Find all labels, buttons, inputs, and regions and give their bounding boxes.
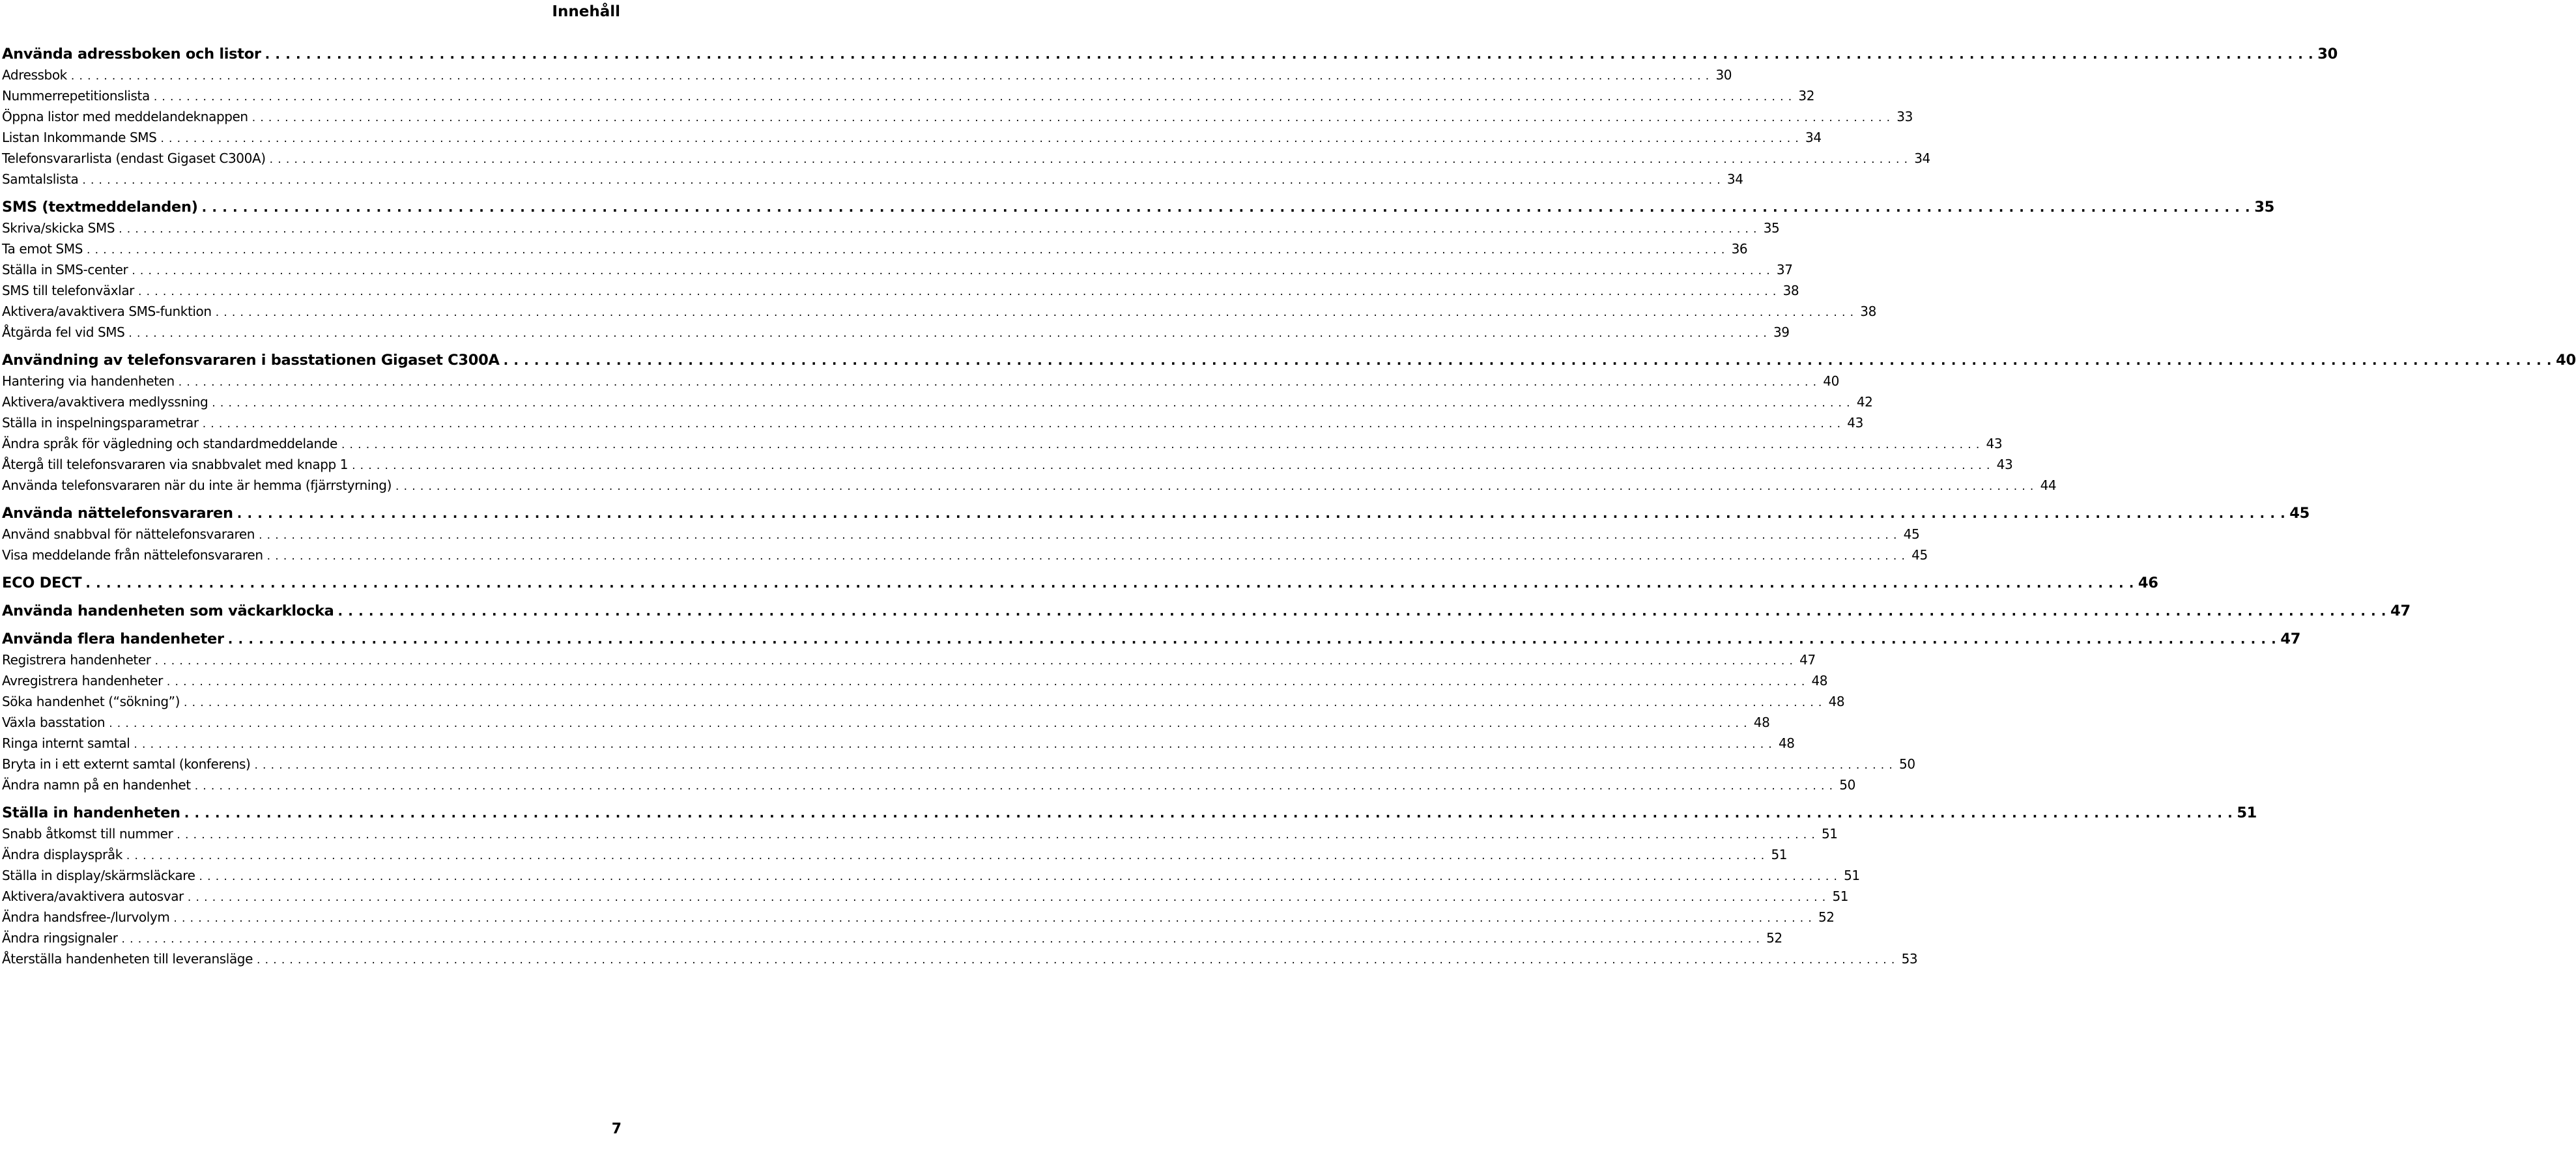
toc-entry-label: Ändra handsfree-/lurvolym: [2, 909, 170, 925]
toc-entry[interactable]: [2, 823, 1838, 844]
toc-entry-label: Aktivera/avaktivera medlyssning: [2, 394, 208, 410]
toc-entry-page: 47: [2390, 603, 2411, 619]
toc-entry-label: Telefonsvararlista (endast Gigaset C300A): [2, 150, 266, 166]
toc-section-entry[interactable]: [2, 601, 2411, 621]
toc-entry-page: 46: [2138, 574, 2158, 591]
toc-entry-label: SMS (textmeddelanden): [2, 199, 198, 216]
toc-dot-leader: . . . . . . . . . . . . . . . . . . . . . . . . . . . . . . . . . . . . . . . . . . . . . . . . . . . . . . . . . . . . . . . . . . . . . . . . . . . . . . . . . . . . . . . . . . . . . . . . . . . . . . . . . . . . . . . . . . . . . . . . . . . . . . . . . . . . . . . . . . . . . . . . . . . . . . . . . . . . . . . . . . . . . . . . . . . . . . . . . . . . . . . . . . . . . . . . . . . . . . . .: [177, 829, 1816, 842]
toc-entry[interactable]: [2, 907, 1835, 928]
toc-entry-page: 52: [1818, 909, 1835, 925]
toc-entry-page: 47: [2280, 631, 2301, 647]
toc-entry[interactable]: [2, 238, 1748, 259]
toc-dot-leader: . . . . . . . . . . . . . . . . . . . . . . . . . . . . . . . . . . . . . . . . . . . . . . . . . . . . . . . . . . . . . . . . . . . . . . . . . . . . . . . . . . . . . . . . . . . . . . . . . . . . . . . . . . . . . . . . . . . . . . . . . . . . . . . . . . . . . . . . . . . . . . . . . . . . . . . . . . . . . . . . . . . . . . . . . . . . . . . . . . . . . . . . . . . . . . . . . . . . . . . .: [119, 223, 1758, 236]
toc-entry-label: Bryta in i ett externt samtal (konferens): [2, 756, 251, 772]
toc-entry[interactable]: [2, 844, 1788, 865]
toc-dot-leader: . . . . . . . . . . . . . . . . . . . . . . . . . . . . . . . . . . . . . . . . . . . . . . . . . . . . . . . . . . . . . . . . . . . . . . . . . . . . . . . . . . . . . . . . . . . . . . . . . . . . . . . . . . . . . . . . . . . . . . . . . . . . . . . . . . . . . . . . . . . . . . . . . . . . . . . . . . . . . . . . . . . . . . . . . . . . . . . . . . . . . . . . . . . . . . . . . . . . . . . .: [184, 696, 1823, 709]
toc-entry-page: 36: [1731, 241, 1748, 257]
toc-entry-label: Växla basstation: [2, 715, 106, 730]
toc-dot-leader: . . . . . . . . . . . . . . . . . . . . . . . . . . . . . . . . . . . . . . . . . . . . . . . . . . . . . . . . . . . . . . . . . . . . . . . . . . . . . . . . . . . . . . . . . . . . . . . . . . . . . . . . . . . . . . . . . . . . . . . . . . . . . . . . . . . . . . . . . . . . . . . . . . . . . . . . . . . . . . . . . . . . . . . . . . . . . . . . . . . . . . . . . . . . . . . . . . . . . . . .: [173, 912, 1812, 925]
toc-entry-page: 34: [1726, 171, 1743, 187]
toc-dot-leader: . . . . . . . . . . . . . . . . . . . . . . . . . . . . . . . . . . . . . . . . . . . . . . . . . . . . . . . . . . . . . . . . . . . . . . . . . . . . . . . . . . . . . . . . . . . . . . . . . . . . . . . . . . . . . . . . . . . . . . . . . . . . . . . . . . . . . . . . . . . . . . . . . . . . . . . . . . . . . . . . . . . . . . . . . . . . . . . . . . . . . . . . . . . . . . . . . . . . . . . .: [254, 759, 1893, 772]
toc-entry[interactable]: [2, 545, 1928, 565]
toc-entry-page: 30: [2317, 46, 2338, 63]
toc-entry[interactable]: [2, 475, 2057, 496]
toc-entry-page: 45: [2289, 505, 2310, 522]
toc-dot-leader: . . . . . . . . . . . . . . . . . . . . . . . . . . . . . . . . . . . . . . . . . . . . . . . . . . . . . . . . . . . . . . . . . . . . . . . . . . . . . . . . . . . . . . . . . . . . . . . . . . . . . . . . . . . . . . . . . . . . . . . . . . . . . . . . . . . . . . . . . . . . . . . . . . . . . . . . . . . . . . . . . . . . . . . . . . . . . . . . . . . . . . . . . . . . . . . . . . . . . . . .: [134, 738, 1773, 751]
toc-dot-leader: . . . . . . . . . . . . . . . . . . . . . . . . . . . . . . . . . . . . . . . . . . . . . . . . . . . . . . . . . . . . . . . . . . . . . . . . . . . . . . . . . . . . . . . . . . . . . . . . . . . . . . . . . . . . . . . . . . . . . . . . . . . . . . . . . . . . . . . . . . . . . . . . . . . . . . . . . . . . . . . . . . . . . . . . . . . . . . . . . . . . . . . . . . . . . . . . . . . . . . . .: [269, 153, 1908, 166]
toc-entry[interactable]: [2, 928, 1782, 948]
toc-entry-label: Söka handenhet (“sökning”): [2, 694, 180, 709]
toc-entry-page: 42: [1856, 394, 1873, 410]
toc-entry-page: 51: [2237, 804, 2257, 821]
toc-entry-page: 48: [1753, 715, 1770, 730]
toc-entry[interactable]: [2, 670, 1828, 691]
toc-entry[interactable]: [2, 524, 1920, 545]
toc-entry-label: Adressbok: [2, 67, 67, 83]
toc-entry-page: 53: [1901, 951, 1918, 967]
toc-entry-page: 43: [1986, 436, 2003, 451]
toc-entry-label: Ställa in handenheten: [2, 804, 180, 821]
toc-dot-leader: . . . . . . . . . . . . . . . . . . . . . . . . . . . . . . . . . . . . . . . . . . . . . . . . . . . . . . . . . . . . . . . . . . . . . . . . . . . . . . . . . . . . . . . . . . . . . . . . . . . . . . . . . . . . . . . . . . . . . . . . . . . . . . . . . . . . . . . . . . . . . . . . . . . . . . . . . . . . . . . . . . . . . . . . . . . . . . . . . . . . . . . . . . . . . . . . . . . . . . . .: [87, 244, 1726, 257]
toc-entry-page: 35: [1763, 220, 1780, 236]
toc-entry-page: 40: [2556, 352, 2576, 369]
toc-entry-page: 45: [1911, 547, 1928, 563]
toc-entry-label: Återgå till telefonsvararen via snabbvalet med knapp 1: [2, 457, 349, 472]
toc-entry-label: SMS till telefonväxlar: [2, 283, 134, 298]
toc-entry-page: 50: [1899, 756, 1915, 772]
toc-section-entry[interactable]: [2, 802, 2257, 823]
toc-entry-label: Ändra ringsignaler: [2, 930, 118, 946]
toc-entry-page: 52: [1766, 930, 1782, 946]
toc-entry[interactable]: [2, 886, 1849, 907]
toc-entry-label: Ringa internt samtal: [2, 735, 130, 751]
toc-entry-page: 51: [1771, 847, 1788, 862]
toc-entry[interactable]: [2, 127, 1822, 148]
toc-entry[interactable]: [2, 169, 1743, 190]
toc-dot-leader: . . . . . . . . . . . . . . . . . . . . . . . . . . . . . . . . . . . . . . . . . . . . . . . . . . . . . . . . . . . . . . . . . . . . . . . . . . . . . . . . . . . . . . . . . . . . . . . . . . . . . . . . . . . . . . . . . . . . . . . . . . . . . . . . . . . . . . . . . . . . . . . . . . . . . . . . . . . . . . . . . . . . . . . . . . . . . . . . . . . . . . . . . . . . . . . . . . . . . . . .: [121, 933, 1760, 946]
toc-dot-leader: . . . . . . . . . . . . . . . . . . . . . . . . . . . . . . . . . . . . . . . . . . . . . . . . . . . . . . . . . . . . . . . . . . . . . . . . . . . . . . . . . . . . . . . . . . . . . . . . . . . . . . . . . . . . . . . . . . . . . . . . . . . . . . . . . . . . . . . . . . . . . . . . . . . . . . . . . . . . . . . . . . . . . . . . . . . . . . . . . . . . . . . . . . . . . . . . . . . . . . . .: [201, 199, 2251, 215]
toc-entry-label: Användning av telefonsvararen i basstationen Gigaset C300A: [2, 352, 500, 369]
toc-entry[interactable]: [2, 64, 1732, 85]
toc-dot-leader: . . . . . . . . . . . . . . . . . . . . . . . . . . . . . . . . . . . . . . . . . . . . . . . . . . . . . . . . . . . . . . . . . . . . . . . . . . . . . . . . . . . . . . . . . . . . . . . . . . . . . . . . . . . . . . . . . . . . . . . . . . . . . . . . . . . . . . . . . . . . . . . . . . . . . . . . . . . . . . . . . . . . . . . . . . . . . . . . . . . . . . . . . . . . . . . . . . . . . . . .: [154, 655, 1794, 668]
toc-entry-label: Ta emot SMS: [2, 241, 83, 257]
toc-entry[interactable]: [2, 322, 1790, 343]
toc-entry-label: Skriva/skicka SMS: [2, 220, 115, 236]
toc-dot-leader: . . . . . . . . . . . . . . . . . . . . . . . . . . . . . . . . . . . . . . . . . . . . . . . . . . . . . . . . . . . . . . . . . . . . . . . . . . . . . . . . . . . . . . . . . . . . . . . . . . . . . . . . . . . . . . . . . . . . . . . . . . . . . . . . . . . . . . . . . . . . . . . . . . . . . . . . . . . . . . . . . . . . . . . . . . . . . . . . . . . . . . . . . . . . . . . . . . . . . . . .: [337, 603, 2387, 619]
table-of-contents: [2, 44, 2576, 969]
toc-entry-page: 35: [2254, 199, 2274, 216]
toc-entry-label: Samtalslista: [2, 171, 79, 187]
toc-entry-page: 34: [1805, 130, 1822, 145]
toc-entry-label: Återställa handenheten till leveransläge: [2, 951, 253, 967]
toc-dot-leader: . . . . . . . . . . . . . . . . . . . . . . . . . . . . . . . . . . . . . . . . . . . . . . . . . . . . . . . . . . . . . . . . . . . . . . . . . . . . . . . . . . . . . . . . . . . . . . . . . . . . . . . . . . . . . . . . . . . . . . . . . . . . . . . . . . . . . . . . . . . . . . . . . . . . . . . . . . . . . . . . . . . . . . . . . . . . . . . . . . . . . . . . . . . . . . . . . . . . . . . .: [202, 418, 1841, 431]
toc-entry-page: 51: [1844, 868, 1860, 883]
toc-entry[interactable]: [2, 712, 1770, 733]
toc-dot-leader: . . . . . . . . . . . . . . . . . . . . . . . . . . . . . . . . . . . . . . . . . . . . . . . . . . . . . . . . . . . . . . . . . . . . . . . . . . . . . . . . . . . . . . . . . . . . . . . . . . . . . . . . . . . . . . . . . . . . . . . . . . . . . . . . . . . . . . . . . . . . . . . . . . . . . . . . . . . . . . . . . . . . . . . . . . . . . . . . . . . . . . . . . . . . . . . . . . . . . . . .: [251, 111, 1891, 124]
toc-dot-leader: . . . . . . . . . . . . . . . . . . . . . . . . . . . . . . . . . . . . . . . . . . . . . . . . . . . . . . . . . . . . . . . . . . . . . . . . . . . . . . . . . . . . . . . . . . . . . . . . . . . . . . . . . . . . . . . . . . . . . . . . . . . . . . . . . . . . . . . . . . . . . . . . . . . . . . . . . . . . . . . . . . . . . . . . . . . . . . . . . . . . . . . . . . . . . . . . . . . . . . . .: [126, 849, 1766, 862]
toc-dot-leader: . . . . . . . . . . . . . . . . . . . . . . . . . . . . . . . . . . . . . . . . . . . . . . . . . . . . . . . . . . . . . . . . . . . . . . . . . . . . . . . . . . . . . . . . . . . . . . . . . . . . . . . . . . . . . . . . . . . . . . . . . . . . . . . . . . . . . . . . . . . . . . . . . . . . . . . . . . . . . . . . . . . . . . . . . . . . . . . . . . . . . . . . . . . . . . . . . . . . . . . .: [109, 717, 1748, 730]
toc-dot-leader: . . . . . . . . . . . . . . . . . . . . . . . . . . . . . . . . . . . . . . . . . . . . . . . . . . . . . . . . . . . . . . . . . . . . . . . . . . . . . . . . . . . . . . . . . . . . . . . . . . . . . . . . . . . . . . . . . . . . . . . . . . . . . . . . . . . . . . . . . . . . . . . . . . . . . . . . . . . . . . . . . . . . . . . . . . . . . . . . . . . . . . . . . . . . . . . . . . . . . . . .: [82, 174, 1721, 187]
toc-entry-label: Använda telefonsvararen när du inte är hemma (fjärrstyrning): [2, 477, 392, 493]
toc-dot-leader: . . . . . . . . . . . . . . . . . . . . . . . . . . . . . . . . . . . . . . . . . . . . . . . . . . . . . . . . . . . . . . . . . . . . . . . . . . . . . . . . . . . . . . . . . . . . . . . . . . . . . . . . . . . . . . . . . . . . . . . . . . . . . . . . . . . . . . . . . . . . . . . . . . . . . . . . . . . . . . . . . . . . . . . . . . . . . . . . . . . . . . . . . . . . . . . . . . . . . . . .: [70, 70, 1710, 83]
toc-dot-leader: . . . . . . . . . . . . . . . . . . . . . . . . . . . . . . . . . . . . . . . . . . . . . . . . . . . . . . . . . . . . . . . . . . . . . . . . . . . . . . . . . . . . . . . . . . . . . . . . . . . . . . . . . . . . . . . . . . . . . . . . . . . . . . . . . . . . . . . . . . . . . . . . . . . . . . . . . . . . . . . . . . . . . . . . . . . . . . . . . . . . . . . . . . . . . . . . . . . . . . . .: [266, 550, 1906, 563]
toc-entry-label: Ändra språk för vägledning och standardmeddelande: [2, 436, 337, 451]
toc-entry-label: Ändra displayspråk: [2, 847, 122, 862]
toc-section-entry[interactable]: [2, 197, 2274, 218]
toc-entry-label: Aktivera/avaktivera autosvar: [2, 888, 184, 904]
toc-entry-label: Använda handenheten som väckarklocka: [2, 603, 334, 619]
toc-dot-leader: . . . . . . . . . . . . . . . . . . . . . . . . . . . . . . . . . . . . . . . . . . . . . . . . . . . . . . . . . . . . . . . . . . . . . . . . . . . . . . . . . . . . . . . . . . . . . . . . . . . . . . . . . . . . . . . . . . . . . . . . . . . . . . . . . . . . . . . . . . . . . . . . . . . . . . . . . . . . . . . . . . . . . . . . . . . . . . . . . . . . . . . . . . . . . . . . . . . . . . . .: [215, 306, 1854, 319]
toc-entry-page: 48: [1811, 673, 1828, 688]
toc-dot-leader: . . . . . . . . . . . . . . . . . . . . . . . . . . . . . . . . . . . . . . . . . . . . . . . . . . . . . . . . . . . . . . . . . . . . . . . . . . . . . . . . . . . . . . . . . . . . . . . . . . . . . . . . . . . . . . . . . . . . . . . . . . . . . . . . . . . . . . . . . . . . . . . . . . . . . . . . . . . . . . . . . . . . . . . . . . . . . . . . . . . . . . . . . . . . . . . . . . . . . . . .: [160, 132, 1799, 145]
toc-dot-leader: . . . . . . . . . . . . . . . . . . . . . . . . . . . . . . . . . . . . . . . . . . . . . . . . . . . . . . . . . . . . . . . . . . . . . . . . . . . . . . . . . . . . . . . . . . . . . . . . . . . . . . . . . . . . . . . . . . . . . . . . . . . . . . . . . . . . . . . . . . . . . . . . . . . . . . . . . . . . . . . . . . . . . . . . . . . . . . . . . . . . . . . . . . . . . . . . . . . . . . . .: [187, 891, 1827, 904]
toc-entry[interactable]: [2, 259, 1793, 280]
toc-entry-page: 38: [1860, 304, 1876, 319]
toc-dot-leader: . . . . . . . . . . . . . . . . . . . . . . . . . . . . . . . . . . . . . . . . . . . . . . . . . . . . . . . . . . . . . . . . . . . . . . . . . . . . . . . . . . . . . . . . . . . . . . . . . . . . . . . . . . . . . . . . . . . . . . . . . . . . . . . . . . . . . . . . . . . . . . . . . . . . . . . . . . . . . . . . . . . . . . . . . . . . . . . . . . . . . . . . . . . . . . . . . . . . . . . .: [184, 805, 2233, 821]
toc-entry[interactable]: [2, 85, 1815, 106]
toc-section-entry[interactable]: [2, 350, 2576, 371]
toc-entry[interactable]: [2, 754, 1915, 774]
toc-entry-label: Listan Inkommande SMS: [2, 130, 157, 145]
toc-entry-page: 48: [1778, 735, 1795, 751]
toc-dot-leader: . . . . . . . . . . . . . . . . . . . . . . . . . . . . . . . . . . . . . . . . . . . . . . . . . . . . . . . . . . . . . . . . . . . . . . . . . . . . . . . . . . . . . . . . . . . . . . . . . . . . . . . . . . . . . . . . . . . . . . . . . . . . . . . . . . . . . . . . . . . . . . . . . . . . . . . . . . . . . . . . . . . . . . . . . . . . . . . . . . . . . . . . . . . . . . . . . . . . . . . .: [259, 529, 1898, 542]
toc-entry[interactable]: [2, 733, 1795, 754]
toc-entry-page: 30: [1715, 67, 1732, 83]
toc-entry-page: 43: [1996, 457, 2013, 472]
toc-entry[interactable]: [2, 148, 1930, 169]
toc-entry-label: Öppna listor med meddelandeknappen: [2, 109, 248, 124]
toc-dot-leader: . . . . . . . . . . . . . . . . . . . . . . . . . . . . . . . . . . . . . . . . . . . . . . . . . . . . . . . . . . . . . . . . . . . . . . . . . . . . . . . . . . . . . . . . . . . . . . . . . . . . . . . . . . . . . . . . . . . . . . . . . . . . . . . . . . . . . . . . . . . . . . . . . . . . . . . . . . . . . . . . . . . . . . . . . . . . . . . . . . . . . . . . . . . . . . . . . . . . . . . .: [212, 397, 1851, 410]
toc-entry[interactable]: [2, 649, 1816, 670]
toc-dot-leader: . . . . . . . . . . . . . . . . . . . . . . . . . . . . . . . . . . . . . . . . . . . . . . . . . . . . . . . . . . . . . . . . . . . . . . . . . . . . . . . . . . . . . . . . . . . . . . . . . . . . . . . . . . . . . . . . . . . . . . . . . . . . . . . . . . . . . . . . . . . . . . . . . . . . . . . . . . . . . . . . . . . . . . . . . . . . . . . . . . . . . . . . . . . . . . . . . . . . . . . .: [166, 675, 1806, 688]
toc-entry[interactable]: [2, 280, 1799, 301]
toc-entry-page: 45: [1903, 526, 1920, 542]
toc-entry[interactable]: [2, 948, 1918, 969]
toc-entry-label: Ställa in inspelningsparametrar: [2, 415, 199, 431]
toc-entry-label: Använda nättelefonsvararen: [2, 505, 233, 522]
toc-entry-page: 38: [1782, 283, 1799, 298]
toc-entry-label: Registrera handenheter: [2, 652, 151, 668]
toc-entry[interactable]: [2, 391, 1873, 412]
page-header-title: Innehåll: [552, 3, 620, 20]
toc-entry[interactable]: [2, 691, 1845, 712]
toc-dot-leader: . . . . . . . . . . . . . . . . . . . . . . . . . . . . . . . . . . . . . . . . . . . . . . . . . . . . . . . . . . . . . . . . . . . . . . . . . . . . . . . . . . . . . . . . . . . . . . . . . . . . . . . . . . . . . . . . . . . . . . . . . . . . . . . . . . . . . . . . . . . . . . . . . . . . . . . . . . . . . . . . . . . . . . . . . . . . . . . . . . . . . . . . . . . . . . . . . . . . . . . .: [395, 480, 2035, 493]
toc-entry[interactable]: [2, 433, 2003, 454]
toc-entry-label: Använda flera handenheter: [2, 631, 224, 647]
toc-entry-page: 33: [1896, 109, 1913, 124]
toc-entry-label: Ställa in SMS-center: [2, 262, 128, 277]
toc-dot-leader: . . . . . . . . . . . . . . . . . . . . . . . . . . . . . . . . . . . . . . . . . . . . . . . . . . . . . . . . . . . . . . . . . . . . . . . . . . . . . . . . . . . . . . . . . . . . . . . . . . . . . . . . . . . . . . . . . . . . . . . . . . . . . . . . . . . . . . . . . . . . . . . . . . . . . . . . . . . . . . . . . . . . . . . . . . . . . . . . . . . . . . . . . . . . . . . . . . . . . . . .: [194, 780, 1833, 793]
toc-entry-label: Ställa in display/skärmsläckare: [2, 868, 195, 883]
toc-entry-page: 34: [1914, 150, 1930, 166]
toc-entry-label: Ändra namn på en handenhet: [2, 777, 191, 793]
toc-entry-label: Visa meddelande från nättelefonsvararen: [2, 547, 263, 563]
toc-dot-leader: . . . . . . . . . . . . . . . . . . . . . . . . . . . . . . . . . . . . . . . . . . . . . . . . . . . . . . . . . . . . . . . . . . . . . . . . . . . . . . . . . . . . . . . . . . . . . . . . . . . . . . . . . . . . . . . . . . . . . . . . . . . . . . . . . . . . . . . . . . . . . . . . . . . . . . . . . . . . . . . . . . . . . . . . . . . . . . . . . . . . . . . . . . . . . . . . . . . . . . . .: [199, 870, 1838, 883]
toc-section-entry[interactable]: [2, 629, 2301, 649]
toc-entry[interactable]: [2, 218, 1780, 238]
toc-section-entry[interactable]: [2, 503, 2310, 524]
toc-entry[interactable]: [2, 371, 1839, 391]
toc-entry[interactable]: [2, 301, 1876, 322]
toc-entry[interactable]: [2, 106, 1913, 127]
toc-dot-leader: . . . . . . . . . . . . . . . . . . . . . . . . . . . . . . . . . . . . . . . . . . . . . . . . . . . . . . . . . . . . . . . . . . . . . . . . . . . . . . . . . . . . . . . . . . . . . . . . . . . . . . . . . . . . . . . . . . . . . . . . . . . . . . . . . . . . . . . . . . . . . . . . . . . . . . . . . . . . . . . . . . . . . . . . . . . . . . . . . . . . . . . . . . . . . . . . . . . . . . . .: [153, 91, 1793, 104]
toc-section-entry[interactable]: [2, 573, 2158, 593]
toc-entry-page: 32: [1798, 88, 1815, 104]
toc-dot-leader: . . . . . . . . . . . . . . . . . . . . . . . . . . . . . . . . . . . . . . . . . . . . . . . . . . . . . . . . . . . . . . . . . . . . . . . . . . . . . . . . . . . . . . . . . . . . . . . . . . . . . . . . . . . . . . . . . . . . . . . . . . . . . . . . . . . . . . . . . . . . . . . . . . . . . . . . . . . . . . . . . . . . . . . . . . . . . . . . . . . . . . . . . . . . . . . . . . . . . . . .: [236, 505, 2286, 521]
toc-entry-label: Nummerrepetitionslista: [2, 88, 150, 104]
toc-entry-page: 40: [1823, 373, 1839, 389]
toc-entry[interactable]: [2, 412, 1863, 433]
toc-dot-leader: . . . . . . . . . . . . . . . . . . . . . . . . . . . . . . . . . . . . . . . . . . . . . . . . . . . . . . . . . . . . . . . . . . . . . . . . . . . . . . . . . . . . . . . . . . . . . . . . . . . . . . . . . . . . . . . . . . . . . . . . . . . . . . . . . . . . . . . . . . . . . . . . . . . . . . . . . . . . . . . . . . . . . . . . . . . . . . . . . . . . . . . . . . . . . . . . . . . . . . . .: [257, 954, 1896, 967]
toc-dot-leader: . . . . . . . . . . . . . . . . . . . . . . . . . . . . . . . . . . . . . . . . . . . . . . . . . . . . . . . . . . . . . . . . . . . . . . . . . . . . . . . . . . . . . . . . . . . . . . . . . . . . . . . . . . . . . . . . . . . . . . . . . . . . . . . . . . . . . . . . . . . . . . . . . . . . . . . . . . . . . . . . . . . . . . . . . . . . . . . . . . . . . . . . . . . . . . . . . . . . . . . .: [85, 575, 2134, 591]
toc-dot-leader: . . . . . . . . . . . . . . . . . . . . . . . . . . . . . . . . . . . . . . . . . . . . . . . . . . . . . . . . . . . . . . . . . . . . . . . . . . . . . . . . . . . . . . . . . . . . . . . . . . . . . . . . . . . . . . . . . . . . . . . . . . . . . . . . . . . . . . . . . . . . . . . . . . . . . . . . . . . . . . . . . . . . . . . . . . . . . . . . . . . . . . . . . . . . . . . . . . . . . . . .: [503, 352, 2553, 368]
toc-entry-label: ECO DECT: [2, 574, 82, 591]
toc-entry-label: Åtgärda fel vid SMS: [2, 324, 125, 340]
toc-entry-label: Använda adressboken och listor: [2, 46, 261, 63]
toc-dot-leader: . . . . . . . . . . . . . . . . . . . . . . . . . . . . . . . . . . . . . . . . . . . . . . . . . . . . . . . . . . . . . . . . . . . . . . . . . . . . . . . . . . . . . . . . . . . . . . . . . . . . . . . . . . . . . . . . . . . . . . . . . . . . . . . . . . . . . . . . . . . . . . . . . . . . . . . . . . . . . . . . . . . . . . . . . . . . . . . . . . . . . . . . . . . . . . . . . . . . . . . .: [128, 327, 1767, 340]
toc-entry-label: Använd snabbval för nättelefonsvararen: [2, 526, 255, 542]
toc-dot-leader: . . . . . . . . . . . . . . . . . . . . . . . . . . . . . . . . . . . . . . . . . . . . . . . . . . . . . . . . . . . . . . . . . . . . . . . . . . . . . . . . . . . . . . . . . . . . . . . . . . . . . . . . . . . . . . . . . . . . . . . . . . . . . . . . . . . . . . . . . . . . . . . . . . . . . . . . . . . . . . . . . . . . . . . . . . . . . . . . . . . . . . . . . . . . . . . . . . . . . . . .: [352, 459, 1991, 472]
toc-dot-leader: . . . . . . . . . . . . . . . . . . . . . . . . . . . . . . . . . . . . . . . . . . . . . . . . . . . . . . . . . . . . . . . . . . . . . . . . . . . . . . . . . . . . . . . . . . . . . . . . . . . . . . . . . . . . . . . . . . . . . . . . . . . . . . . . . . . . . . . . . . . . . . . . . . . . . . . . . . . . . . . . . . . . . . . . . . . . . . . . . . . . . . . . . . . . . . . . . . . . . . . .: [341, 438, 1981, 451]
toc-entry[interactable]: [2, 774, 1855, 795]
toc-entry-label: Aktivera/avaktivera SMS-funktion: [2, 304, 212, 319]
toc-entry-page: 51: [1821, 826, 1838, 842]
page-number: 7: [611, 1121, 622, 1137]
toc-entry-page: 37: [1776, 262, 1793, 277]
toc-entry-label: Avregistrera handenheter: [2, 673, 163, 688]
toc-entry-page: 39: [1773, 324, 1790, 340]
toc-entry-page: 51: [1832, 888, 1849, 904]
toc-entry-page: 50: [1839, 777, 1855, 793]
toc-entry[interactable]: [2, 454, 2013, 475]
toc-dot-leader: . . . . . . . . . . . . . . . . . . . . . . . . . . . . . . . . . . . . . . . . . . . . . . . . . . . . . . . . . . . . . . . . . . . . . . . . . . . . . . . . . . . . . . . . . . . . . . . . . . . . . . . . . . . . . . . . . . . . . . . . . . . . . . . . . . . . . . . . . . . . . . . . . . . . . . . . . . . . . . . . . . . . . . . . . . . . . . . . . . . . . . . . . . . . . . . . . . . . . . . .: [178, 376, 1817, 389]
toc-entry-page: 43: [1847, 415, 1863, 431]
toc-entry-label: Hantering via handenheten: [2, 373, 175, 389]
toc-dot-leader: . . . . . . . . . . . . . . . . . . . . . . . . . . . . . . . . . . . . . . . . . . . . . . . . . . . . . . . . . . . . . . . . . . . . . . . . . . . . . . . . . . . . . . . . . . . . . . . . . . . . . . . . . . . . . . . . . . . . . . . . . . . . . . . . . . . . . . . . . . . . . . . . . . . . . . . . . . . . . . . . . . . . . . . . . . . . . . . . . . . . . . . . . . . . . . . . . . . . . . . .: [265, 46, 2314, 62]
toc-section-entry[interactable]: [2, 44, 2338, 64]
toc-dot-leader: . . . . . . . . . . . . . . . . . . . . . . . . . . . . . . . . . . . . . . . . . . . . . . . . . . . . . . . . . . . . . . . . . . . . . . . . . . . . . . . . . . . . . . . . . . . . . . . . . . . . . . . . . . . . . . . . . . . . . . . . . . . . . . . . . . . . . . . . . . . . . . . . . . . . . . . . . . . . . . . . . . . . . . . . . . . . . . . . . . . . . . . . . . . . . . . . . . . . . . . .: [227, 631, 2277, 647]
toc-dot-leader: . . . . . . . . . . . . . . . . . . . . . . . . . . . . . . . . . . . . . . . . . . . . . . . . . . . . . . . . . . . . . . . . . . . . . . . . . . . . . . . . . . . . . . . . . . . . . . . . . . . . . . . . . . . . . . . . . . . . . . . . . . . . . . . . . . . . . . . . . . . . . . . . . . . . . . . . . . . . . . . . . . . . . . . . . . . . . . . . . . . . . . . . . . . . . . . . . . . . . . . .: [138, 285, 1777, 298]
toc-entry-page: 47: [1799, 652, 1816, 668]
toc-entry[interactable]: [2, 865, 1860, 886]
toc-entry-page: 48: [1828, 694, 1845, 709]
toc-entry-label: Snabb åtkomst till nummer: [2, 826, 173, 842]
toc-entry-page: 44: [2040, 477, 2057, 493]
toc-dot-leader: . . . . . . . . . . . . . . . . . . . . . . . . . . . . . . . . . . . . . . . . . . . . . . . . . . . . . . . . . . . . . . . . . . . . . . . . . . . . . . . . . . . . . . . . . . . . . . . . . . . . . . . . . . . . . . . . . . . . . . . . . . . . . . . . . . . . . . . . . . . . . . . . . . . . . . . . . . . . . . . . . . . . . . . . . . . . . . . . . . . . . . . . . . . . . . . . . . . . . . . .: [132, 264, 1771, 277]
